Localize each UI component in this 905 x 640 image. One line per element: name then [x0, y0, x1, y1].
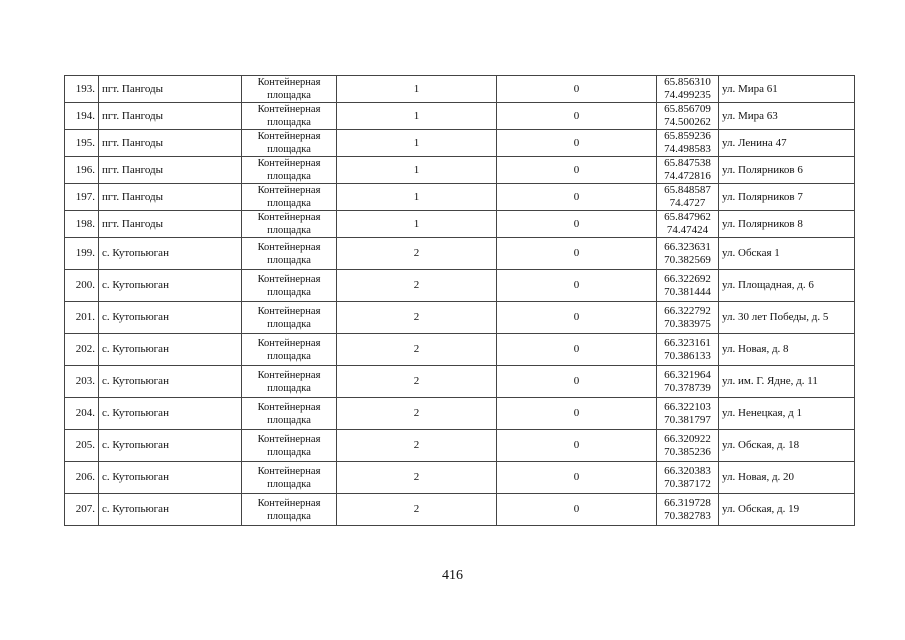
- zero-value-cell: 0: [497, 157, 657, 184]
- container-count-cell: 1: [337, 76, 497, 103]
- site-type-line2: площадка: [267, 414, 311, 426]
- site-type-cell: [242, 157, 337, 184]
- settlement-cell: с. Кутопьюган: [99, 494, 242, 526]
- table-row: [65, 270, 855, 302]
- row-number: 193.: [65, 76, 99, 103]
- table-row: [65, 130, 855, 157]
- longitude: 70.381444: [664, 285, 711, 298]
- site-type-line2: площадка: [267, 198, 311, 209]
- coordinates-cell: [657, 157, 719, 184]
- table-row: [65, 211, 855, 238]
- site-type-line1: Контейнерная: [257, 497, 321, 509]
- zero-value-cell: 0: [497, 238, 657, 270]
- settlement-cell: с. Кутопьюган: [99, 398, 242, 430]
- row-number: 199.: [65, 238, 99, 270]
- table-row: [65, 398, 855, 430]
- latitude: 66.323161: [664, 336, 711, 349]
- row-number: 196.: [65, 157, 99, 184]
- table-row: [65, 76, 855, 103]
- row-number: 205.: [65, 430, 99, 462]
- longitude: 70.382783: [664, 509, 711, 522]
- coordinates-cell: [657, 366, 719, 398]
- latitude: 66.321964: [664, 368, 711, 381]
- table-row: [65, 302, 855, 334]
- site-type-line1: Контейнерная: [257, 337, 321, 349]
- waste-sites-table: [64, 75, 855, 526]
- container-count-cell: 1: [337, 211, 497, 238]
- longitude: 74.499235: [664, 89, 711, 101]
- table-row: [65, 430, 855, 462]
- site-type-line1: Контейнерная: [257, 131, 321, 142]
- zero-value-cell: 0: [497, 398, 657, 430]
- coordinates-cell: [657, 430, 719, 462]
- container-count-cell: 1: [337, 157, 497, 184]
- address-cell: ул. Площадная, д. 6: [719, 270, 855, 302]
- container-count-cell: 1: [337, 103, 497, 130]
- latitude: 65.847962: [664, 211, 711, 223]
- address-cell: ул. Мира 61: [719, 76, 855, 103]
- row-number: 200.: [65, 270, 99, 302]
- container-count-cell: 1: [337, 130, 497, 157]
- zero-value-cell: 0: [497, 103, 657, 130]
- site-type-line2: площадка: [267, 171, 311, 182]
- zero-value-cell: 0: [497, 270, 657, 302]
- table-row: [65, 494, 855, 526]
- longitude: 70.386133: [664, 349, 711, 362]
- coordinates-cell: [657, 270, 719, 302]
- zero-value-cell: 0: [497, 302, 657, 334]
- site-type-line2: площадка: [267, 478, 311, 490]
- table-row: [65, 334, 855, 366]
- settlement-cell: с. Кутопьюган: [99, 430, 242, 462]
- site-type-line1: Контейнерная: [257, 241, 321, 253]
- address-cell: ул. Полярников 6: [719, 157, 855, 184]
- latitude: 66.322692: [664, 272, 711, 285]
- settlement-cell: с. Кутопьюган: [99, 270, 242, 302]
- row-number: 197.: [65, 184, 99, 211]
- zero-value-cell: 0: [497, 366, 657, 398]
- site-type-cell: [242, 130, 337, 157]
- settlement-cell: пгт. Пангоды: [99, 184, 242, 211]
- container-count-cell: 2: [337, 238, 497, 270]
- site-type-line1: Контейнерная: [257, 104, 321, 115]
- zero-value-cell: 0: [497, 184, 657, 211]
- latitude: 65.848587: [664, 184, 711, 196]
- longitude: 70.382569: [664, 253, 711, 266]
- address-cell: ул. Мира 63: [719, 103, 855, 130]
- latitude: 65.856310: [664, 76, 711, 88]
- zero-value-cell: 0: [497, 334, 657, 366]
- container-count-cell: 2: [337, 334, 497, 366]
- longitude: 70.383975: [664, 317, 711, 330]
- latitude: 65.859236: [664, 130, 711, 142]
- site-type-cell: [242, 334, 337, 366]
- container-count-cell: 2: [337, 398, 497, 430]
- coordinates-cell: [657, 211, 719, 238]
- coordinates-cell: [657, 238, 719, 270]
- address-cell: ул. Ненецкая, д 1: [719, 398, 855, 430]
- settlement-cell: с. Кутопьюган: [99, 462, 242, 494]
- longitude: 70.381797: [664, 413, 711, 426]
- site-type-line2: площадка: [267, 117, 311, 128]
- address-cell: ул. Обская, д. 18: [719, 430, 855, 462]
- site-type-line1: Контейнерная: [257, 305, 321, 317]
- address-cell: ул. Обская, д. 19: [719, 494, 855, 526]
- page-number: 416: [442, 568, 463, 583]
- latitude: 66.322792: [664, 304, 711, 317]
- site-type-line2: площадка: [267, 286, 311, 298]
- site-type-cell: [242, 103, 337, 130]
- site-type-cell: [242, 211, 337, 238]
- site-type-cell: [242, 184, 337, 211]
- settlement-cell: с. Кутопьюган: [99, 302, 242, 334]
- coordinates-cell: [657, 76, 719, 103]
- site-type-line2: площадка: [267, 144, 311, 155]
- coordinates-cell: [657, 398, 719, 430]
- site-type-line2: площадка: [267, 510, 311, 522]
- longitude: 70.387172: [664, 477, 711, 490]
- longitude: 74.498583: [664, 143, 711, 155]
- table-row: [65, 184, 855, 211]
- latitude: 66.320922: [664, 432, 711, 445]
- container-count-cell: 2: [337, 494, 497, 526]
- site-type-line1: Контейнерная: [257, 465, 321, 477]
- site-type-cell: [242, 302, 337, 334]
- site-type-cell: [242, 462, 337, 494]
- container-count-cell: 1: [337, 184, 497, 211]
- address-cell: ул. им. Г. Ядне, д. 11: [719, 366, 855, 398]
- site-type-cell: [242, 366, 337, 398]
- zero-value-cell: 0: [497, 130, 657, 157]
- longitude: 74.47424: [666, 224, 709, 236]
- row-number: 203.: [65, 366, 99, 398]
- site-type-cell: [242, 270, 337, 302]
- site-type-line2: площадка: [267, 254, 311, 266]
- coordinates-cell: [657, 184, 719, 211]
- row-number: 207.: [65, 494, 99, 526]
- row-number: 202.: [65, 334, 99, 366]
- site-type-line1: Контейнерная: [257, 77, 321, 88]
- settlement-cell: пгт. Пангоды: [99, 103, 242, 130]
- table-row: [65, 103, 855, 130]
- longitude: 74.472816: [664, 170, 711, 182]
- latitude: 65.847538: [664, 157, 711, 169]
- latitude: 65.856709: [664, 103, 711, 115]
- site-type-line2: площадка: [267, 225, 311, 236]
- latitude: 66.322103: [664, 400, 711, 413]
- settlement-cell: с. Кутопьюган: [99, 334, 242, 366]
- table-row: [65, 366, 855, 398]
- container-count-cell: 2: [337, 462, 497, 494]
- site-type-line2: площадка: [267, 350, 311, 362]
- table-row: [65, 238, 855, 270]
- address-cell: ул. Полярников 8: [719, 211, 855, 238]
- site-type-cell: [242, 76, 337, 103]
- row-number: 206.: [65, 462, 99, 494]
- site-type-line1: Контейнерная: [257, 273, 321, 285]
- settlement-cell: с. Кутопьюган: [99, 238, 242, 270]
- coordinates-cell: [657, 103, 719, 130]
- container-count-cell: 2: [337, 430, 497, 462]
- longitude: 74.500262: [664, 116, 711, 128]
- row-number: 195.: [65, 130, 99, 157]
- site-type-line1: Контейнерная: [257, 212, 321, 223]
- site-type-line1: Контейнерная: [257, 433, 321, 445]
- site-type-line2: площадка: [267, 382, 311, 394]
- row-number: 201.: [65, 302, 99, 334]
- table-row: [65, 462, 855, 494]
- container-count-cell: 2: [337, 366, 497, 398]
- site-type-line1: Контейнерная: [257, 185, 321, 196]
- address-cell: ул. 30 лет Победы, д. 5: [719, 302, 855, 334]
- latitude: 66.320383: [664, 464, 711, 477]
- zero-value-cell: 0: [497, 462, 657, 494]
- row-number: 198.: [65, 211, 99, 238]
- zero-value-cell: 0: [497, 76, 657, 103]
- row-number: 204.: [65, 398, 99, 430]
- container-count-cell: 2: [337, 302, 497, 334]
- coordinates-cell: [657, 334, 719, 366]
- latitude: 66.323631: [664, 240, 711, 253]
- zero-value-cell: 0: [497, 211, 657, 238]
- settlement-cell: пгт. Пангоды: [99, 211, 242, 238]
- site-type-cell: [242, 238, 337, 270]
- site-type-line1: Контейнерная: [257, 401, 321, 413]
- site-type-line2: площадка: [267, 318, 311, 330]
- row-number: 194.: [65, 103, 99, 130]
- address-cell: ул. Полярников 7: [719, 184, 855, 211]
- longitude: 70.385236: [664, 445, 711, 458]
- site-type-cell: [242, 430, 337, 462]
- site-type-cell: [242, 494, 337, 526]
- settlement-cell: пгт. Пангоды: [99, 157, 242, 184]
- site-type-line1: Контейнерная: [257, 369, 321, 381]
- address-cell: ул. Обская 1: [719, 238, 855, 270]
- zero-value-cell: 0: [497, 494, 657, 526]
- coordinates-cell: [657, 462, 719, 494]
- settlement-cell: с. Кутопьюган: [99, 366, 242, 398]
- longitude: 74.4727: [669, 197, 706, 209]
- site-type-line2: площадка: [267, 446, 311, 458]
- address-cell: ул. Новая, д. 8: [719, 334, 855, 366]
- address-cell: ул. Новая, д. 20: [719, 462, 855, 494]
- settlement-cell: пгт. Пангоды: [99, 76, 242, 103]
- coordinates-cell: [657, 494, 719, 526]
- table-row: [65, 157, 855, 184]
- site-type-line1: Контейнерная: [257, 158, 321, 169]
- coordinates-cell: [657, 130, 719, 157]
- container-count-cell: 2: [337, 270, 497, 302]
- coordinates-cell: [657, 302, 719, 334]
- address-cell: ул. Ленина 47: [719, 130, 855, 157]
- site-type-line2: площадка: [267, 90, 311, 101]
- zero-value-cell: 0: [497, 430, 657, 462]
- latitude: 66.319728: [664, 496, 711, 509]
- site-type-cell: [242, 398, 337, 430]
- settlement-cell: пгт. Пангоды: [99, 130, 242, 157]
- longitude: 70.378739: [664, 381, 711, 394]
